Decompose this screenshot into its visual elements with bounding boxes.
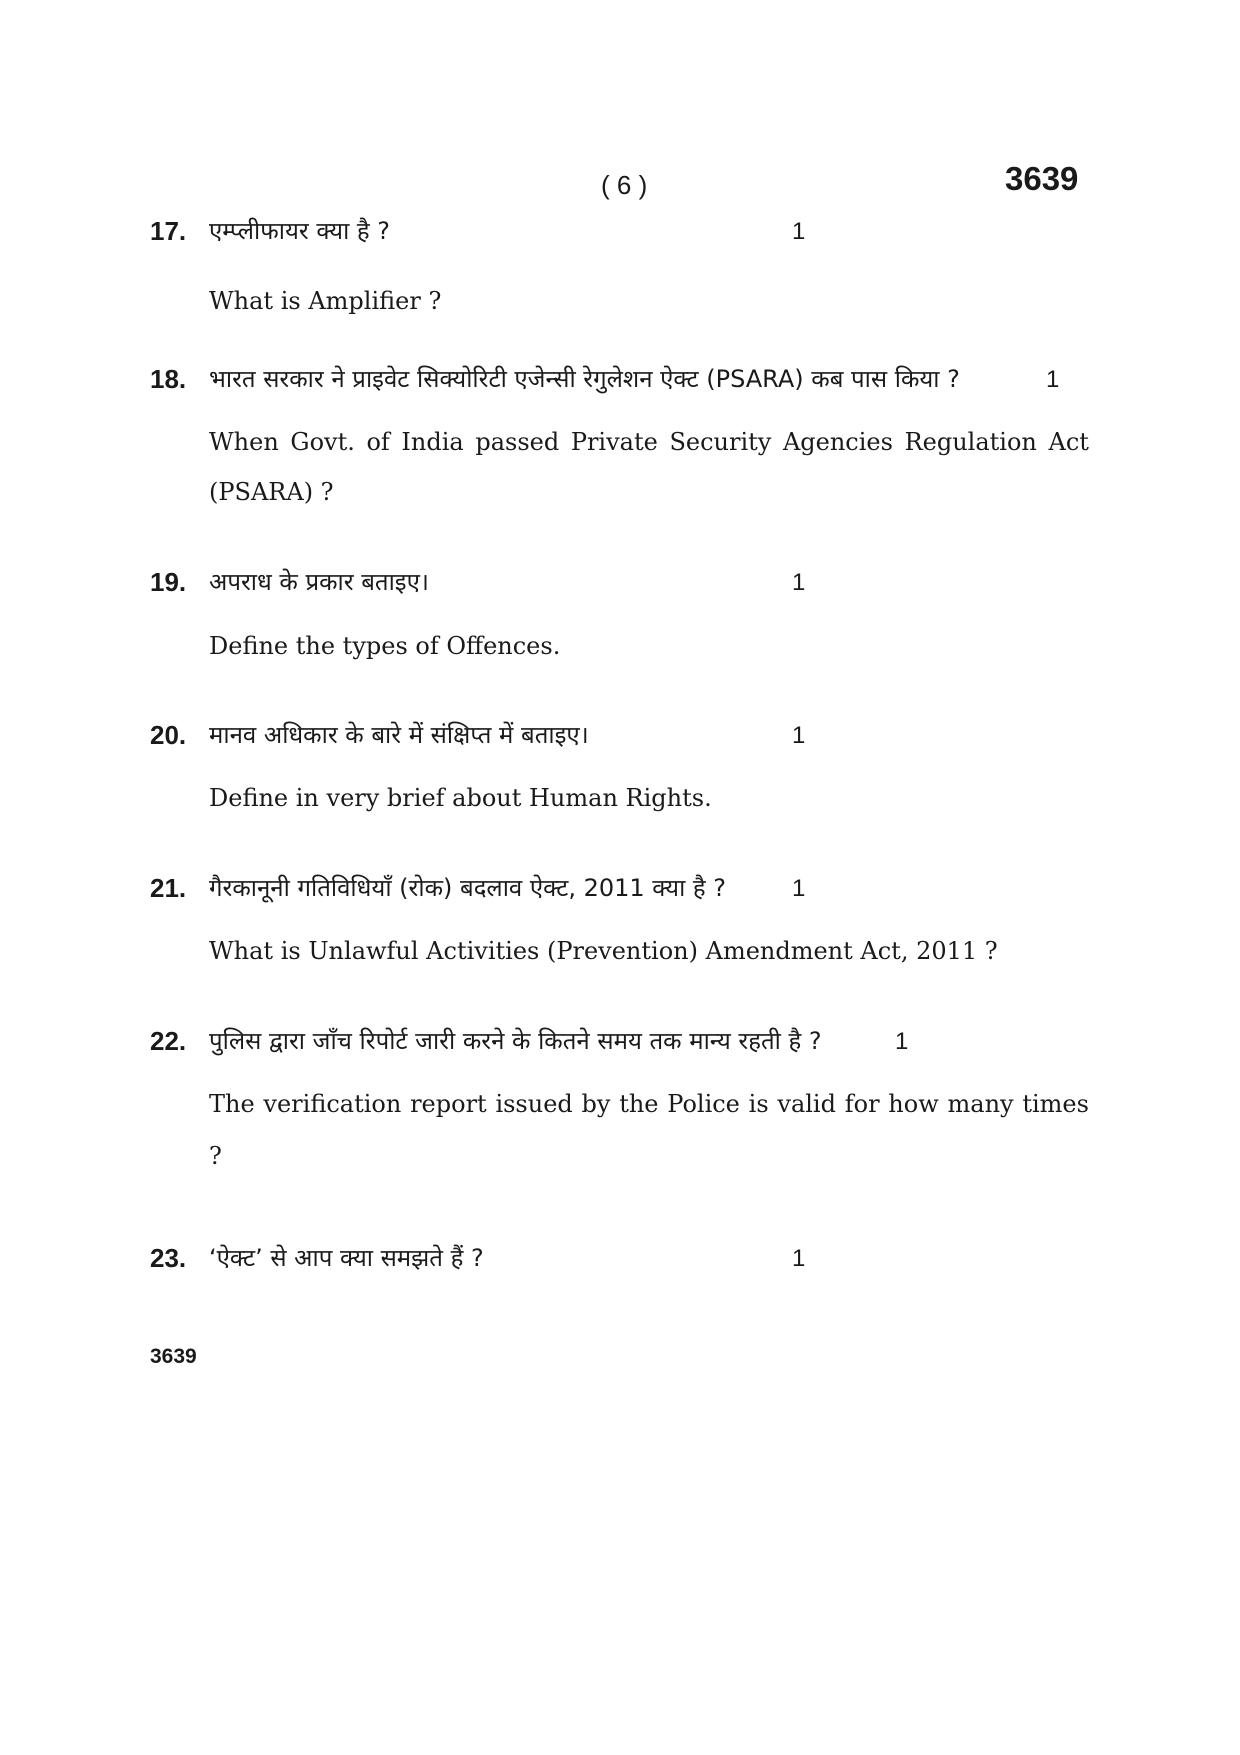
question-marks: 1 <box>792 722 806 749</box>
question-marks: 1 <box>792 875 806 902</box>
question-text-english <box>209 428 1089 456</box>
word: the <box>619 1090 659 1118</box>
question-text-english: What is Unlawful Activities (Prevention) Amendment Act, 2011 ? <box>209 937 998 965</box>
paper-code-header: 3639 <box>1005 160 1079 197</box>
question-marks: 1 <box>792 218 806 245</box>
word: valid <box>777 1090 836 1118</box>
question-text-hindi: ‘ऐक्ट’ से आप क्या समझते हैं ? <box>209 1244 484 1272</box>
word: Private <box>570 428 658 456</box>
question-text-hindi: भारत सरकार ने प्राइवेट सिक्योरिटी एजेन्सी रेगुलेशन ऐक्ट (PSARA) कब पास किया ? <box>209 365 960 393</box>
question-text-hindi: अपराध के प्रकार बताइए। <box>209 568 429 596</box>
word: Govt. <box>290 428 355 456</box>
page-number: ( 6 ) <box>601 170 648 200</box>
question-text-hindi: मानव अधिकार के बारे में संक्षिप्त में बताइए। <box>209 721 589 749</box>
word: Security <box>669 428 772 456</box>
question-number: 18. <box>150 364 187 394</box>
word: how <box>888 1090 939 1118</box>
word: issued <box>495 1090 573 1118</box>
word: passed <box>475 428 560 456</box>
word: India <box>401 428 464 456</box>
word: Act <box>1048 428 1089 456</box>
question-text-hindi: एम्प्लीफायर क्या है ? <box>209 217 391 245</box>
question-text-english <box>209 1090 1089 1118</box>
question-marks: 1 <box>895 1028 909 1055</box>
word: When <box>209 428 279 456</box>
word: of <box>366 428 390 456</box>
question-text-hindi: गैरकानूनी गतिविधियाँ (रोक) बदलाव ऐक्ट, 2011 क्या है ? <box>209 874 727 902</box>
question-text-english: Define the types of Offences. <box>209 632 561 660</box>
question-number: 20. <box>150 720 187 750</box>
word: report <box>410 1090 487 1118</box>
question-text-english-continued: (PSARA) ? <box>209 478 334 506</box>
word: Regulation <box>904 428 1037 456</box>
question-text-english-continued: ? <box>209 1142 222 1170</box>
question-marks: 1 <box>1046 366 1060 393</box>
question-text-english: What is Amplifier ? <box>209 287 442 315</box>
word: Police <box>667 1090 740 1118</box>
word: many <box>947 1090 1014 1118</box>
word: for <box>844 1090 880 1118</box>
question-number: 17. <box>150 216 187 246</box>
question-number: 21. <box>150 873 187 903</box>
word: is <box>748 1090 769 1118</box>
word: by <box>581 1090 611 1118</box>
word: The <box>209 1090 255 1118</box>
question-marks: 1 <box>792 569 806 596</box>
word: times <box>1022 1090 1089 1118</box>
question-number: 22. <box>150 1026 187 1056</box>
word: Agencies <box>782 428 893 456</box>
paper-code-footer: 3639 <box>150 1345 197 1368</box>
question-marks: 1 <box>792 1245 806 1272</box>
question-text-english: Define in very brief about Human Rights. <box>209 784 712 812</box>
question-number: 19. <box>150 567 187 597</box>
word: verification <box>263 1090 402 1118</box>
question-number: 23. <box>150 1243 187 1273</box>
question-text-hindi: पुलिस द्वारा जाँच रिपोर्ट जारी करने के कितने समय तक मान्य रहती है ? <box>209 1027 822 1055</box>
